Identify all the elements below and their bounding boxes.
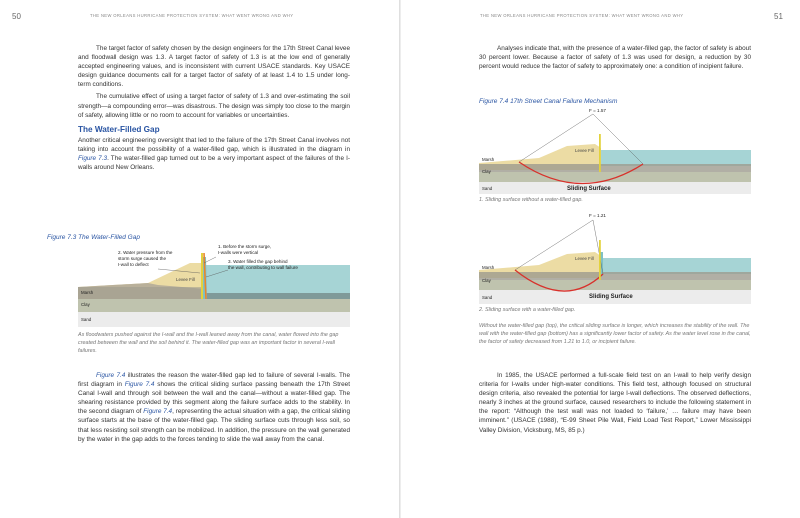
clay-label: Clay (482, 278, 491, 283)
figure-caption: As floodwaters pushed against the I-wall and the I-wall leaned away from the canal, water flowed into the gap created between the wall and the soil behind it. The water-filled gap was an important factor in several I-wall failures. (78, 332, 339, 354)
factor-of-safety: F = 1.21 (589, 213, 606, 218)
levee-fill-label: Levee Fill (575, 148, 594, 153)
right-page (400, 0, 800, 518)
figure-label: Figure 7.4 17th Street Canal Failure Mechanism (479, 98, 618, 105)
callout-1: I-walls were vertical (218, 250, 259, 255)
running-header: THE NEW ORLEANS HURRICANE PROTECTION SYSTEM: WHAT WENT WRONG AND WHY (480, 13, 684, 18)
sliding-surface-label: Sliding Surface (589, 294, 633, 300)
clay-label: Clay (482, 169, 491, 174)
marsh-label: Marsh (482, 157, 495, 162)
levee-fill-label: Levee Fill (575, 256, 594, 261)
paragraph: In 1985, the USACE performed a full-scale field test on an I-wall to help verify design criteria for I-walls under high-water conditions. This field test, although focused on structural design criteria, also revealed the potential for large I-wall deflections. The observed deflections, nearly 3 inches at the ground surface, caused researchers to include the following statement in the report: “Although the test wall was not loaded to ‘failure,’ … failure may have been imminent.” (USACE (1988), “E-99 Sheet Pile Wall, Field Load Test Report,” Lower Mississippi Valley Division, Vicksburg, MS, 85 p.) (479, 372, 751, 434)
clay-label: Clay (81, 302, 90, 307)
diagram-caption: 1. Sliding surface without a water-filled gap. (479, 197, 583, 203)
water-filled-gap-figure (78, 243, 350, 327)
figure-link[interactable]: Figure 7.4 (124, 381, 155, 389)
factor-of-safety: F = 1.57 (589, 108, 606, 113)
diagram-caption: 2. Sliding surface with a water-filled gap. (479, 307, 576, 313)
left-text-column-2 (78, 371, 350, 447)
figure-link[interactable]: Figure 7.4 (96, 372, 126, 379)
running-header: THE NEW ORLEANS HURRICANE PROTECTION SYSTEM: WHAT WENT WRONG AND WHY (90, 13, 294, 18)
callout-3: 3. Water filled the gap behind (228, 259, 288, 264)
callout-2: storm surge caused the (118, 256, 167, 261)
paragraph: Another critical engineering oversight that led to the failure of the 17th Street Canal involves not taking into account the possibility of a water-filled gap, which is illustrated in the diagram in Figure 7.3. The water-filled gap turned out to be a very important aspect of the failures of the I-walls around New Orleans. (78, 136, 350, 172)
marsh-label: Marsh (482, 265, 495, 270)
left-text-column (78, 44, 350, 175)
callout-3: the wall, contributing to wall failure (228, 265, 298, 270)
section-heading: The Water-Filled Gap (78, 124, 160, 134)
figure-label: Figure 7.3 The Water-Filled Gap (47, 234, 140, 241)
callout-2: 2. Water pressure from the (118, 250, 173, 255)
sliding-surface-label: Sliding Surface (567, 186, 611, 192)
figure-caption: Without the water-filled gap (top), the critical sliding surface is longer, which increases the stability of the wall. The wall with the water-filled gap (bottom) has a significantly lower factor of safety. As the water level rose in the canal, the factor of safety decreased from 1.21 to 1.0, or incipient failure. (479, 323, 751, 345)
sand-label: Sand (482, 186, 493, 191)
right-text-column-2 (479, 371, 751, 438)
sand-label: Sand (81, 317, 92, 322)
right-text-column (479, 44, 751, 74)
paragraph: Analyses indicate that, with the presence of a water-filled gap, the factor of safety is about 30 percent lower. Because a factor of safety of 1.3 was used for design, a reduction by 30 percent would reduce the factor of safety to approximately one: a condition of incipient failure. (479, 45, 751, 71)
marsh-label: Marsh (81, 290, 94, 295)
paragraph: The cumulative effect of using a target factor of safety of 1.3 and over-estimating the soil strength—a compounding error—was disastrous. The design was simply too close to the margin of safety, allowing little or no room to account for variables or uncertainties. (78, 93, 350, 119)
sand-label: Sand (482, 295, 493, 300)
paragraph: The target factor of safety chosen by the design engineers for the 17th Street Canal levee and floodwall design was 1.3. A target factor of safety of 1.3 is at the low end of generally accepted engineering values, and is inconsistent with current USACE standards. Key USACE design guidance documents call for a target factor of safety of at least 1.4 to 1.5 under long-term conditions. (78, 45, 350, 89)
callout-2: I-wall to deflect (118, 262, 149, 267)
figure-link[interactable]: Figure 7.3 (78, 155, 108, 163)
page-number: 50 (12, 12, 21, 21)
sliding-surface-diagram-1 (479, 108, 751, 194)
page-number: 51 (774, 12, 783, 21)
paragraph: Figure 7.4 illustrates the reason the water-filled gap led to failure of several I-walls. The first diagram in Figure 7.4 shows the critical sliding surface passing beneath the 17th Street Canal I-wall and through soil between the wall and the canal—without a water-filled gap. The shearing resistance provided by this segment along the failure surface adds to the stability. In the second diagram of Figure 7.4, representing the actual situation with a gap, the critical sliding surface starts at the base of the water-filled gap. The sliding surface cuts through less soil, so that less resisting soil strength can be mobilized. In addition, the pressure on the wall generated by the water in the gap adds to the forces tending to slide the wall away from the canal. (78, 372, 350, 443)
callout-1: 1. Before the storm surge, (218, 244, 272, 249)
figure-link[interactable]: Figure 7.4 (143, 408, 173, 416)
levee-fill-label: Levee Fill (176, 277, 195, 282)
sliding-surface-diagram-2 (479, 212, 751, 304)
